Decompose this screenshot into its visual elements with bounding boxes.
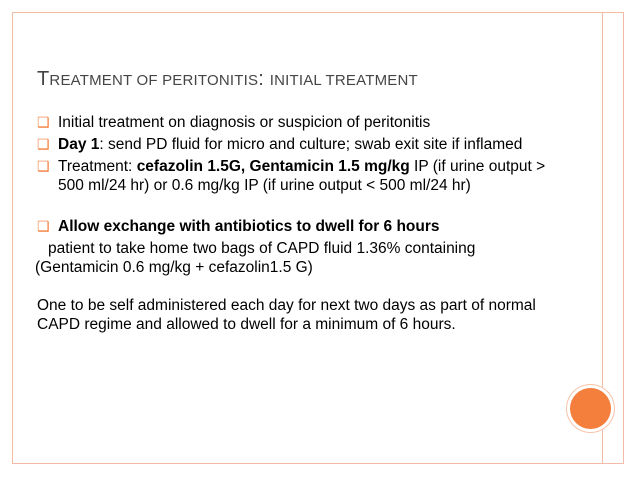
bullet-icon: ❑	[37, 114, 50, 130]
bullet-item: ❑ Treatment: cefazolin 1.5G, Gentamicin 1.5 mg/kg IP (if urine output > 500 ml/24 hr) or 0.6 mg/kg IP (if urine output < 500 ml/24 hr)	[37, 158, 546, 194]
self-admin-paragraph: One to be self administered each day for next two days as part of normal CAPD regime and allowed to dwell for a minimum of 6 hours.	[37, 297, 536, 333]
slide-title: TREATMENT OF PERITONITIS: INITIAL TREATMENT	[37, 68, 418, 90]
slide-body	[37, 113, 557, 334]
decorative-circle	[570, 388, 611, 429]
bullet-item: ❑ Allow exchange with antibiotics to dwell for 6 hours	[37, 218, 440, 235]
bullet-icon: ❑	[37, 158, 50, 174]
bullet-icon: ❑	[37, 136, 50, 152]
take-home-line: patient to take home two bags of CAPD fluid 1.36% containing	[48, 240, 476, 257]
bullet-item: ❑ Day 1: send PD fluid for micro and culture; swab exit site if inflamed	[37, 136, 523, 153]
bullet-icon: ❑	[37, 218, 50, 234]
take-home-line-2: (Gentamicin 0.6 mg/kg + cefazolin1.5 G)	[35, 259, 313, 276]
bullet-item: ❑ Initial treatment on diagnosis or suspicion of peritonitis	[37, 114, 431, 131]
